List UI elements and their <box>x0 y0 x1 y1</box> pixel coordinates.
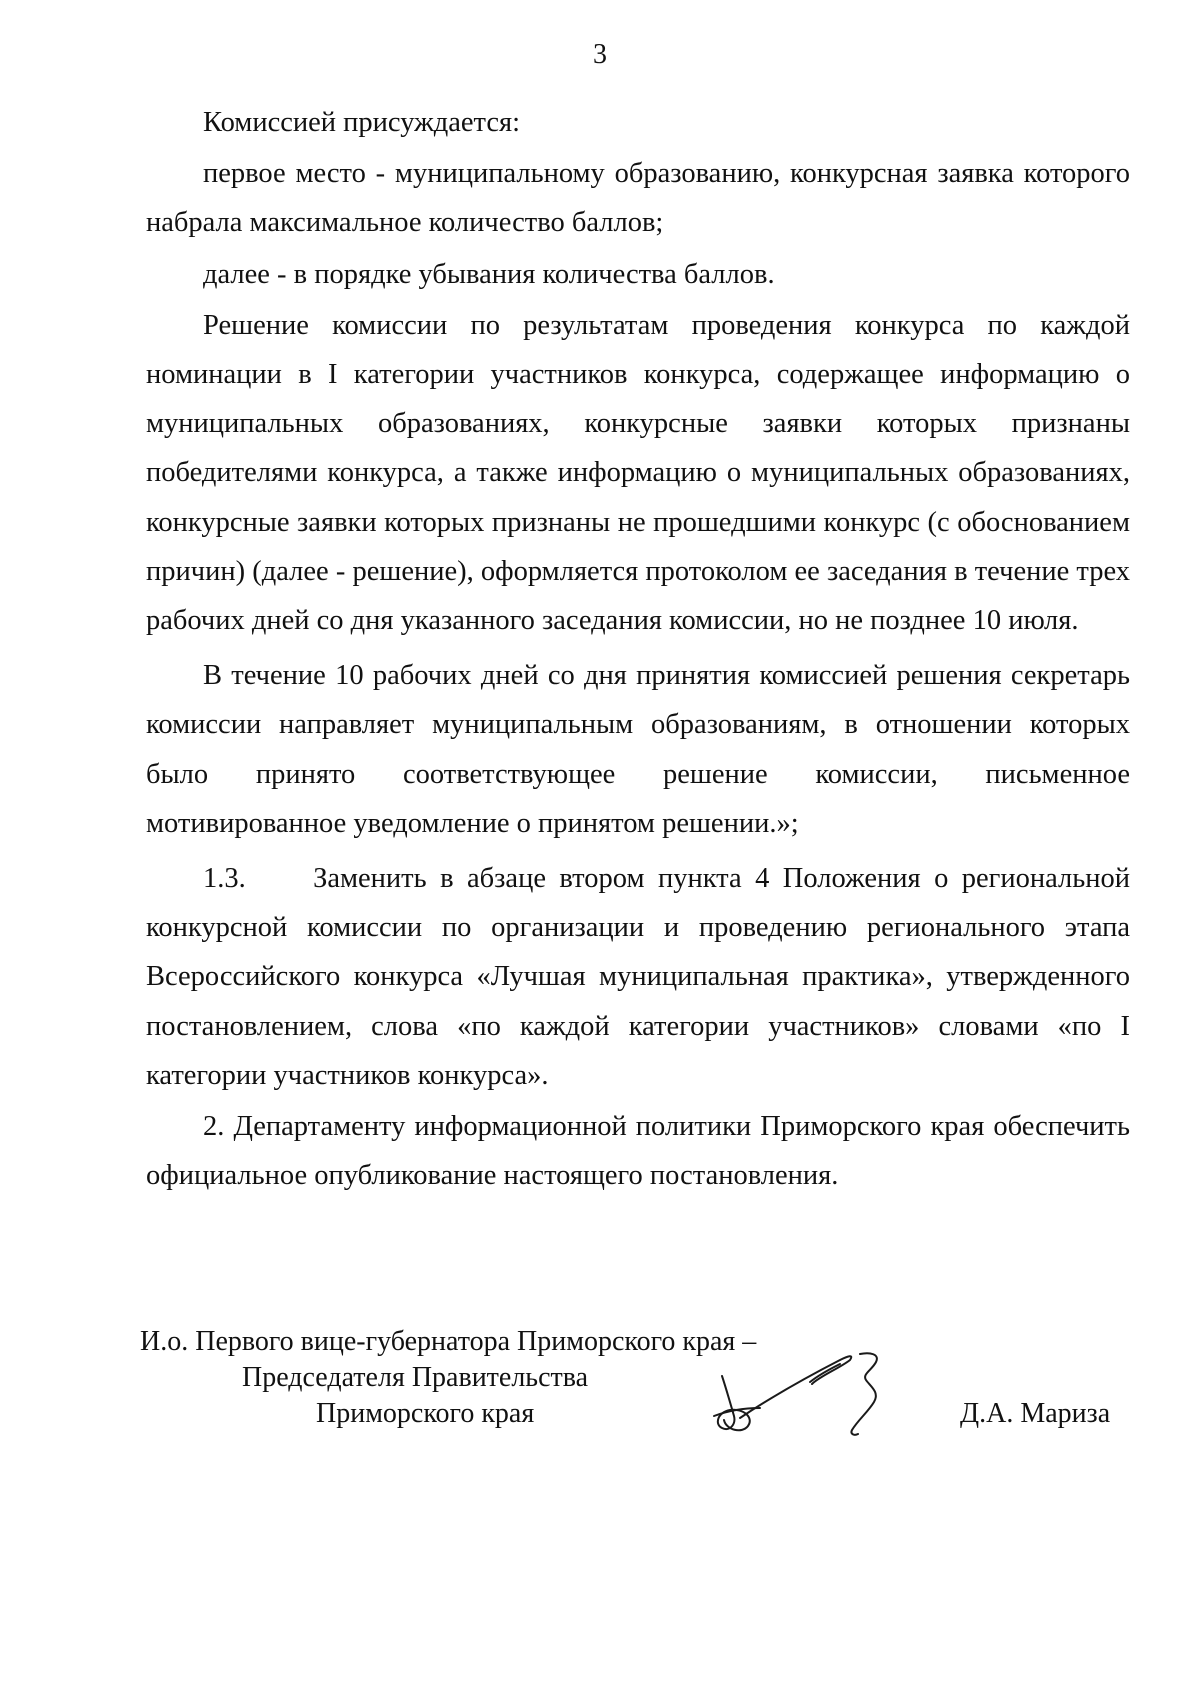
signatory-position-line-3: Приморского края <box>316 1398 535 1429</box>
paragraph-first-place: первое место - муниципальному образованию, конкурсная заявка которого набрала максимальное количество баллов; <box>146 158 1130 239</box>
page-number: 3 <box>593 39 607 70</box>
paragraph-ranking-order: далее - в порядке убывания количества баллов. <box>203 258 775 290</box>
signatory-position-line-2: Председателя Правительства <box>242 1362 589 1393</box>
paragraph-award-intro: Комиссией присуждается: <box>203 107 521 138</box>
paragraph-publication: 2. Департаменту информационной политики Приморского края обеспечить официальное опубликование настоящего постановления. <box>146 1111 1130 1192</box>
signer-name: Д.А. Мариза <box>960 1398 1111 1429</box>
amendment-number: 1.3. <box>203 863 246 895</box>
document-body <box>146 98 1130 1200</box>
handwritten-signature <box>700 1336 910 1446</box>
paragraph-amendment-1-3 <box>146 854 1130 1100</box>
paragraph-commission-decision: Решение комиссии по результатам проведения конкурса по каждой номинации в I категории участников конкурса, содержащее информацию о муниципальных образованиях, конкурсные заявки которых признаны победителями конкурса, а также информацию о муниципальных образованиях, конкурсные заявки которых признаны не прошедшими конкурс (с обоснованием причин) (далее - решение), оформляется протоколом ее заседания в течение трех рабочих дней со дня указанного заседания комиссии, но не позднее 10 июля. <box>146 309 1130 637</box>
paragraph-notification: В течение 10 рабочих дней со дня принятия комиссией решения секретарь комиссии направляет муниципальным образованиям, в отношении которых было принято соответствующее решение комиссии, письменное мотивированное уведомление о принятом решении.»; <box>146 660 1130 839</box>
amendment-text: Заменить в абзаце втором пункта 4 Положения о региональной конкурсной комиссии по организации и проведению регионального этапа Всероссийского конкурса «Лучшая муниципальная практика», утвержденного постановлением, слова «по каждой категории участников» словами «по I категории участников конкурса». <box>146 863 1130 1091</box>
signatory-position-line-1: И.о. Первого вице-губернатора Приморского края – <box>140 1326 757 1357</box>
